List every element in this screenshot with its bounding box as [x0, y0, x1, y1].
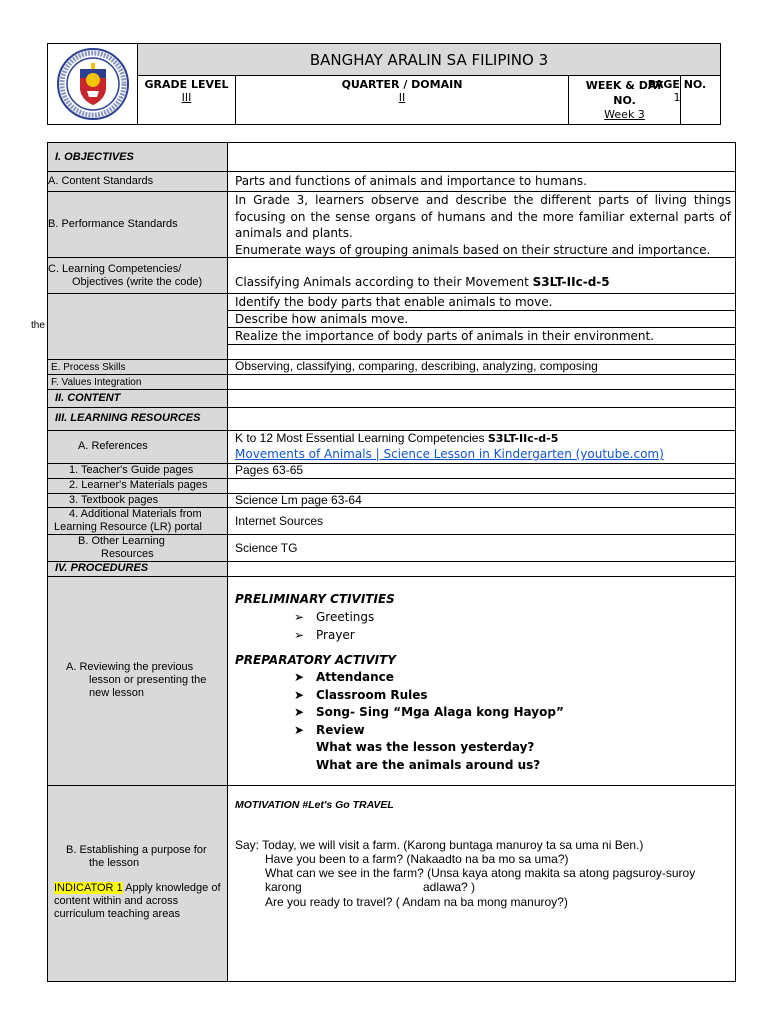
- list-item: ➤ Song- Sing “Mga Alaga kong Hayop”: [294, 704, 564, 722]
- performance-standards-text-1: In Grade 3, learners observe and describe the different parts of living things focusing on the sense organs of humans and the more familiar external parts of animals and plants.: [235, 193, 731, 240]
- preliminary-title: PRELIMINARY CTIVITIES: [235, 592, 395, 606]
- page-cell: [634, 76, 720, 124]
- quarter-value: II: [398, 91, 406, 104]
- motivation-title: MOTIVATION #Let's Go TRAVEL: [235, 799, 394, 811]
- list-item: ➢ Greetings: [294, 610, 375, 624]
- other-resources-value: Science TG: [235, 541, 298, 555]
- indicator-text: Apply knowledge of content within and across curriculum teaching areas: [54, 882, 221, 920]
- other-resources-label-2: Resources: [101, 548, 154, 560]
- additional-materials-label-2: Learning Resource (LR) portal: [54, 521, 202, 533]
- references-link-row: [235, 446, 664, 463]
- indicator-note: [54, 882, 224, 921]
- review-question-1: What was the lesson yesterday?: [316, 740, 535, 755]
- arrow-bullet-icon: ➤: [294, 722, 305, 737]
- preparatory-list: [294, 669, 564, 775]
- arrow-bullet-icon: ➢: [294, 610, 305, 624]
- competencies-code: S3LT-IIc-d-5: [532, 275, 610, 289]
- content-heading: II. CONTENT: [55, 392, 121, 404]
- procedure-b-label-1: B. Establishing a purpose for: [66, 844, 207, 856]
- header-table: [47, 43, 721, 125]
- content-standards-label: A. Content Standards: [48, 175, 154, 187]
- review-question-2: What are the animals around us?: [316, 757, 541, 772]
- quarter-cell: [236, 76, 569, 124]
- references-code: S3LT-IIc-d-5: [487, 432, 559, 445]
- objectives-heading: I. OBJECTIVES: [55, 151, 134, 163]
- textbook-value: Science Lm page 63-64: [235, 493, 362, 507]
- learning-resources-heading: III. LEARNING RESOURCES: [55, 412, 201, 424]
- preparatory-title: PREPARATORY ACTIVITY: [235, 653, 396, 667]
- procedures-heading: IV. PROCEDURES: [55, 562, 149, 574]
- list-item: ➢ Prayer: [294, 628, 355, 642]
- competencies-text: Classifying Animals according to their Movement: [235, 275, 533, 289]
- week-label: WEEK & DAY NO.: [585, 79, 664, 107]
- say-line-1: Say: Today, we will visit a farm. (Karong buntaga manuroy ta sa uma ni Ben.): [235, 838, 644, 852]
- say-line-3b: adlawa? ): [423, 880, 476, 894]
- page-value: 1: [673, 91, 681, 104]
- references-text: K to 12 Most Essential Learning Competencies: [235, 431, 488, 445]
- arrow-bullet-icon: ➤: [294, 705, 305, 720]
- additional-materials-label-1: 4. Additional Materials from: [69, 508, 202, 520]
- page-label: PAGE NO.: [647, 78, 707, 91]
- process-skills-value: Observing, classifying, comparing, describing, analyzing, composing: [235, 359, 598, 373]
- references-label: A. References: [78, 440, 148, 452]
- teachers-guide-label: 1. Teacher's Guide pages: [69, 464, 194, 476]
- competencies-value: [235, 274, 610, 291]
- objective-item-1: Identify the body parts that enable animals to move.: [235, 295, 553, 309]
- say-line-3: What can we see in the farm? (Unsa kaya atong makita sa atong pagsuroy-suroy karong: [265, 866, 696, 894]
- say-line-4: Are you ready to travel? ( Andam na ba mong manuroy?): [265, 895, 568, 909]
- teachers-guide-value: Pages 63-65: [235, 463, 304, 477]
- procedure-a-label-2: lesson or presenting the: [89, 674, 207, 686]
- performance-standards-value: [235, 192, 731, 258]
- values-integration-label: F. Values Integration: [51, 377, 142, 388]
- competencies-label-2: Objectives (write the code): [72, 276, 203, 288]
- arrow-bullet-icon: ➢: [294, 628, 305, 642]
- seal-icon: [56, 47, 130, 121]
- procedure-b-label-2: the lesson: [89, 857, 140, 869]
- content-standards-value: Parts and functions of animals and importance to humans.: [235, 174, 587, 188]
- additional-materials-value: Internet Sources: [235, 514, 324, 528]
- arrow-bullet-icon: ➤: [294, 687, 305, 702]
- grade-level-label: GRADE LEVEL: [144, 78, 229, 91]
- procedure-a-label-1: A. Reviewing the previous: [66, 661, 194, 673]
- performance-standards-text-2: Enumerate ways of grouping animals based on their structure and importance.: [235, 242, 711, 257]
- textbook-label: 3. Textbook pages: [69, 494, 159, 506]
- learners-materials-label: 2. Learner's Materials pages: [69, 479, 208, 491]
- week-value: Week 3: [604, 108, 645, 121]
- preliminary-list: [294, 608, 374, 644]
- lesson-plan-table: [47, 142, 736, 982]
- stray-text: the: [31, 320, 45, 331]
- quarter-label: QUARTER / DOMAIN: [341, 78, 463, 91]
- list-item: ➤ Attendance: [294, 669, 564, 687]
- competencies-label-1: C. Learning Competencies/: [48, 263, 182, 275]
- say-line-2: Have you been to a farm? (Nakaadto na ba mo sa uma?): [265, 852, 569, 866]
- other-resources-label-1: B. Other Learning: [78, 535, 165, 547]
- procedure-a-label-3: new lesson: [89, 687, 145, 699]
- arrow-bullet-icon: ➤: [294, 670, 305, 684]
- indicator-highlight: INDICATOR 1: [54, 882, 123, 894]
- performance-standards-label: B. Performance Standards: [48, 218, 178, 230]
- document-title: BANGHAY ARALIN SA FILIPINO 3: [138, 44, 720, 76]
- references-value: [235, 431, 558, 446]
- objective-item-3: Realize the importance of body parts of animals in their environment.: [235, 329, 655, 343]
- deped-seal-logo: [48, 44, 138, 124]
- youtube-lesson-link[interactable]: Movements of Animals | Science Lesson in Kindergarten (youtube.com): [235, 447, 664, 461]
- grade-level-value: III: [181, 91, 192, 104]
- grade-level-cell: [138, 76, 236, 124]
- objective-item-2: Describe how animals move.: [235, 312, 409, 326]
- process-skills-label: E. Process Skills: [51, 362, 126, 373]
- list-item: ➤ Classroom Rules: [294, 687, 564, 705]
- list-item: ➤ Review: [294, 722, 564, 740]
